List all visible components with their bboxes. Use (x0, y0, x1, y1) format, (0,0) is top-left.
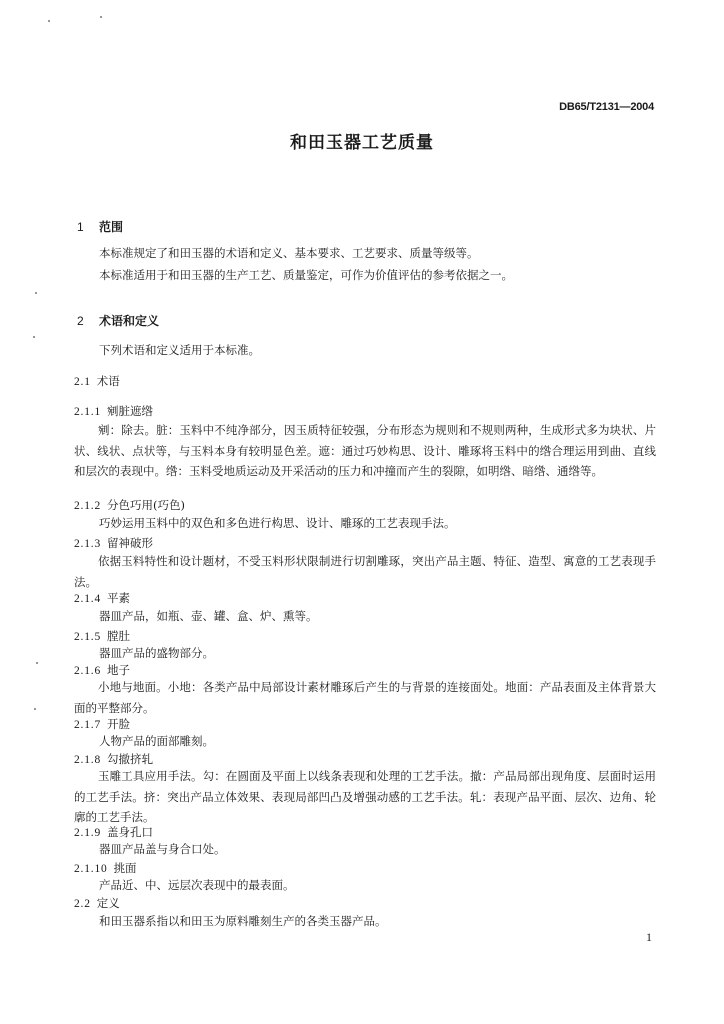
term-title: 分色巧用(巧色) (107, 498, 185, 512)
term-definition: 玉雕工具应用手法。勾：在圆面及平面上以线条表现和处理的工艺手法。撤：产品局部出现角度、层面时运用的工艺手法。挤：突出产品立体效果、表现局部凹凸及增强动感的工艺手法。轧：表现产品平面、层次、边角、轮廓的工艺手法。 (74, 769, 656, 824)
term-definition: 剜：除去。脏：玉料中不纯净部分，因玉质特征较强，分布形态为规则和不规则两种，生成形式多为块状、片状、线状、点状等，与玉料本身有较明显色差。遮：通过巧妙构思、设计、雕琢将玉料中的绺合理运用到曲、直线和层次的表现中。绺：玉料受地质运动及开采活动的压力和冲撞而产生的裂隙，如明绺、暗绺、通绺等。 (74, 423, 656, 478)
term-definition: 器皿产品，如瓶、壶、罐、盒、炉、熏等。 (99, 609, 318, 623)
term-number: 2.1.3 (74, 538, 101, 550)
subsection-heading (74, 371, 120, 392)
paragraph: 本标准适用于和田玉器的生产工艺、质量鉴定，可作为价值评估的参考依据之一。 (99, 268, 513, 282)
term-number: 2.1.5 (74, 631, 101, 643)
term-number: 2.1.1 (74, 406, 101, 418)
subsection-title: 定义 (96, 896, 120, 910)
scan-speck (36, 662, 38, 664)
section-number: 2 (77, 314, 84, 328)
term-definition: 小地与地面。小地：各类产品中局部设计素材雕琢后产生的与背景的连接面处。地面：产品表面及主体背景大面的平整部分。 (74, 680, 656, 715)
paragraph: 下列术语和定义适用于本标准。 (99, 343, 260, 357)
term-heading (74, 401, 153, 422)
term-title: 膛肚 (107, 629, 130, 643)
term-definition: 产品近、中、远层次表现中的最表面。 (99, 878, 295, 892)
term-title: 开脸 (107, 717, 130, 731)
page-number: 1 (646, 930, 652, 944)
section-heading-terms (77, 312, 159, 329)
paragraph: 本标准规定了和田玉器的术语和定义、基本要求、工艺要求、质量等级等。 (99, 246, 479, 260)
section-title: 范围 (99, 220, 124, 234)
term-number: 2.1.2 (74, 500, 101, 512)
document-title: 和田玉器工艺质量 (290, 133, 434, 153)
term-number: 2.1.4 (74, 593, 101, 605)
section-heading-scope (77, 218, 123, 235)
section-number: 1 (77, 220, 84, 234)
scan-speck (48, 20, 50, 22)
term-title: 剜脏遮绺 (107, 404, 153, 418)
term-title: 挑面 (113, 861, 137, 875)
term-title: 勾撤挤轧 (107, 752, 153, 766)
subsection-number: 2.1 (74, 376, 91, 388)
term-number: 2.1.7 (74, 719, 101, 731)
term-number: 2.1.10 (74, 863, 108, 875)
term-definition: 人物产品的面部雕刻。 (99, 734, 214, 748)
scan-speck (34, 708, 36, 710)
scan-speck (33, 336, 35, 338)
term-title: 地子 (107, 663, 130, 677)
term-definition: 器皿产品盖与身合口处。 (99, 842, 226, 856)
term-title: 盖身孔口 (107, 825, 153, 839)
term-number: 2.1.9 (74, 827, 101, 839)
term-definition: 依据玉料特性和设计题材，不受玉料形状限制进行切割雕琢，突出产品主题、特征、造型、寓意的工艺表现手法。 (74, 554, 656, 589)
paragraph: 和田玉器系指以和田玉为原料雕刻生产的各类玉器产品。 (99, 914, 387, 928)
subsection-title: 术语 (96, 374, 120, 388)
term-definition: 巧妙运用玉料中的双色和多色进行构思、设计、雕琢的工艺表现手法。 (99, 516, 456, 530)
term-number: 2.1.6 (74, 665, 101, 677)
term-title: 平素 (107, 591, 130, 605)
subsection-number: 2.2 (74, 898, 91, 910)
term-title: 留神破形 (107, 536, 153, 550)
section-title: 术语和定义 (99, 314, 160, 328)
scan-speck (100, 16, 102, 18)
term-definition: 器皿产品的盛物部分。 (99, 646, 214, 660)
standard-number: DB65/T2131—2004 (559, 101, 654, 113)
scan-speck (35, 292, 37, 294)
term-number: 2.1.8 (74, 754, 101, 766)
